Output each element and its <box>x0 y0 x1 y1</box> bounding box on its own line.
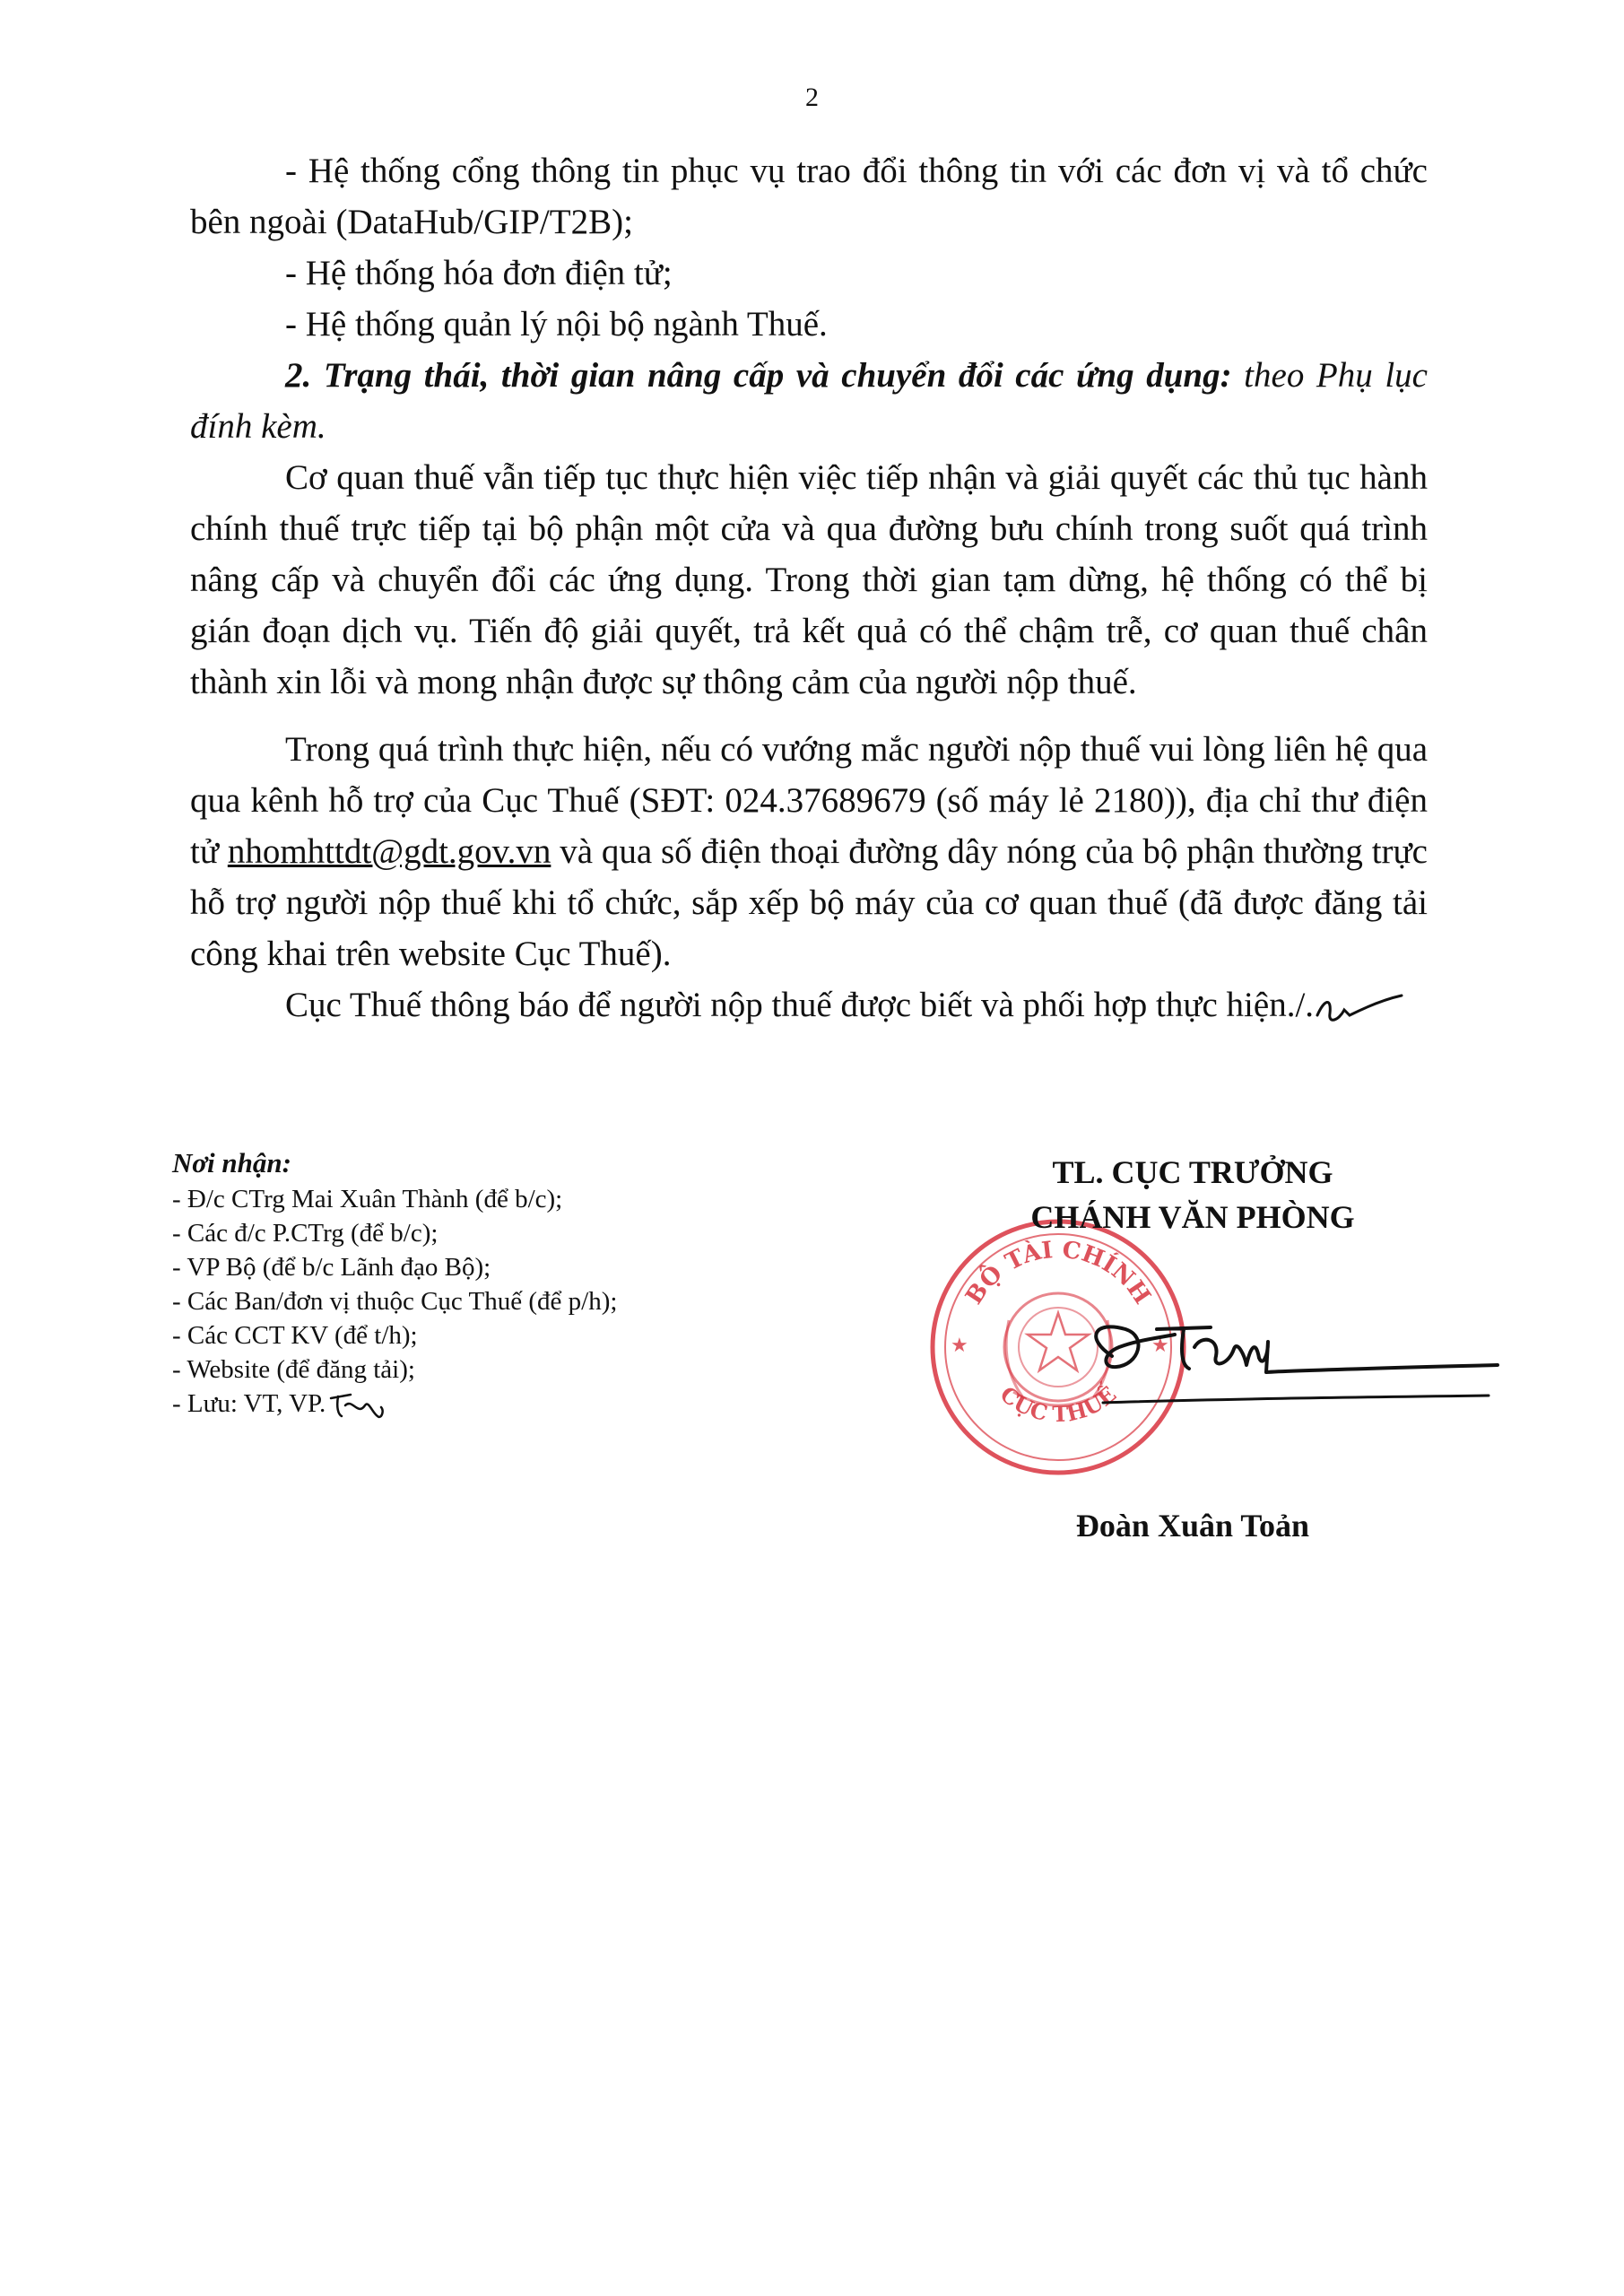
bullet-datahub: - Hệ thống cổng thông tin phục vụ trao đổi thông tin với các đơn vị và tổ chức bên ngoài (DataHub/GIP/T2B); <box>190 152 1428 241</box>
paragraph-closing <box>190 979 1428 1031</box>
signer-position: CHÁNH VĂN PHÒNG <box>1030 1199 1355 1235</box>
recipients-title: Nơi nhận: <box>172 1147 291 1178</box>
page-number: 2 <box>805 83 819 112</box>
recipient-item: - Các CCT KV (để t/h); <box>172 1321 418 1350</box>
handwritten-signature-icon <box>1076 1302 1507 1410</box>
svg-text:★: ★ <box>1151 1334 1169 1356</box>
recipient-item: - Đ/c CTrg Mai Xuân Thành (để b/c); <box>172 1185 563 1213</box>
section-2-ref: theo Phụ lục đính kèm. <box>190 356 1428 446</box>
handwritten-initials-icon <box>329 1389 392 1422</box>
section-2-heading: 2. Trạng thái, thời gian nâng cấp và chuyển đổi các ứng dụng: <box>285 356 1232 395</box>
document-body <box>190 145 1428 1031</box>
contact-text-a: Trong quá trình thực hiện, nếu có vướng mắc người nộp thuế vui lòng liên hệ qua qua kênh hỗ trợ của Cục Thuế (SĐT: 024.37689679 (số máy lẻ 2180)), địa chỉ thư điện tử <box>190 730 1428 871</box>
closing-text: Cục Thuế thông báo để người nộp thuế được biết và phối hợp thực hiện./. <box>285 986 1315 1024</box>
recipient-item: - VP Bộ (để b/c Lãnh đạo Bộ); <box>172 1253 491 1282</box>
signature-block <box>906 1150 1480 1548</box>
signer-authority: TL. CỤC TRƯỞNG <box>1052 1154 1333 1190</box>
bullet-einvoice: - Hệ thống hóa đơn điện tử; <box>285 254 673 292</box>
recipient-item: - Các đ/c P.CTrg (để b/c); <box>172 1219 439 1248</box>
recipients-block <box>172 1146 818 1422</box>
handwritten-mark-icon <box>1314 988 1403 1028</box>
bullet-internal: - Hệ thống quản lý nội bộ ngành Thuế. <box>285 305 828 344</box>
paragraph-contact <box>190 724 1428 979</box>
paragraph-service: Cơ quan thuế vẫn tiếp tục thực hiện việc tiếp nhận và giải quyết các thủ tục hành chính thuế trực tiếp tại bộ phận một cửa và qua đường bưu chính trong suốt quá trình nâng cấp và chuyển đổi các ứng dụng. Trong thời gian tạm dừng, hệ thống có thể bị gián đoạn dịch vụ. Tiến độ giải quyết, trả kết quả có thể chậm trễ, cơ quan thuế chân thành xin lỗi và mong nhận được sự thông cảm của người nộp thuế. <box>190 458 1428 701</box>
signer-name: Đoàn Xuân Toản <box>1075 1508 1310 1544</box>
seal-top-text: BỘ TÀI CHÍNH <box>960 1236 1156 1309</box>
contact-text-b: và qua số điện thoại đường dây nóng của bộ phận thường trực hỗ trợ người nộp thuế khi tổ chức, sắp xếp bộ máy của cơ quan thuế (đã được đăng tải công khai trên website Cục Thuế). <box>190 832 1428 973</box>
section-2 <box>190 350 1428 452</box>
recipient-item: - Website (để đăng tải); <box>172 1355 415 1384</box>
recipient-archive: - Lưu: VT, VP. <box>172 1389 326 1418</box>
svg-text:BỘ TÀI CHÍNH <box>960 1237 1155 1309</box>
recipient-item <box>172 1387 818 1422</box>
seal-and-signature <box>906 1236 1480 1500</box>
svg-text:★: ★ <box>951 1334 968 1356</box>
contact-email-link[interactable]: nhomhttdt@gdt.gov.vn <box>227 832 551 871</box>
seal-bottom-text: CỤC THUẾ <box>994 1380 1122 1428</box>
recipient-item: - Các Ban/đơn vị thuộc Cục Thuế (để p/h); <box>172 1287 618 1316</box>
recipients-list <box>172 1182 818 1422</box>
